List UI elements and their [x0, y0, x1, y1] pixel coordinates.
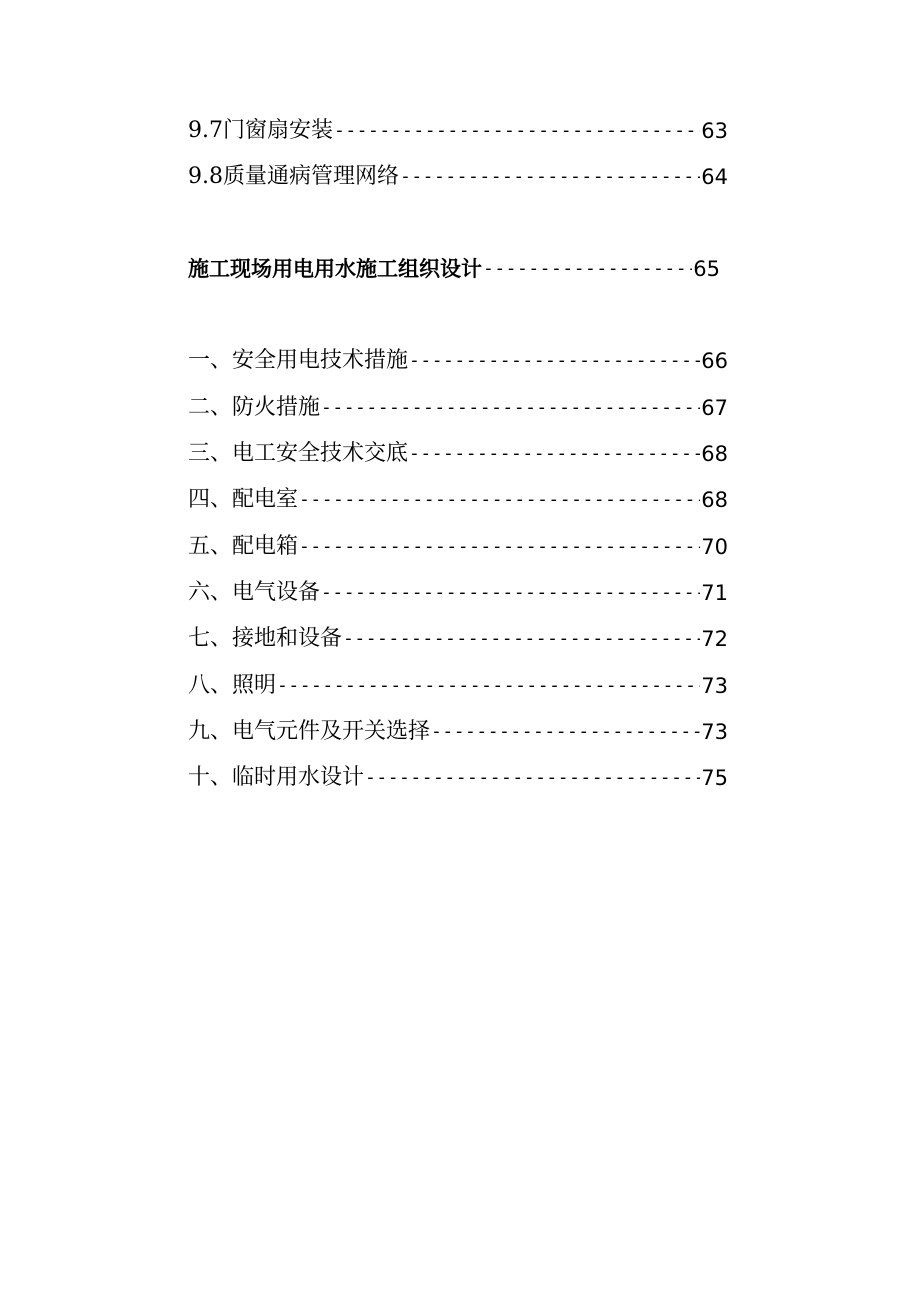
toc-leader — [299, 485, 700, 515]
toc-entry-page: 68 — [701, 488, 728, 512]
toc-entry-page: 71 — [701, 581, 728, 605]
toc-entry-page: 73 — [701, 674, 728, 698]
toc-leader — [409, 346, 700, 376]
toc-entry-title: 六、电气设备 — [188, 580, 321, 605]
toc-entry-title: 一、安全用电技术措施 — [188, 348, 409, 373]
toc-entry[interactable] — [188, 620, 728, 654]
toc-entry-title: 三、电工安全技术交底 — [188, 441, 409, 466]
toc-leader — [299, 532, 700, 562]
toc-entry[interactable] — [188, 112, 728, 146]
toc-leader — [400, 162, 700, 192]
toc-entry-title: 二、防火措施 — [188, 395, 321, 420]
toc-entry-title: 9.7门窗扇安装 — [188, 118, 333, 143]
toc-entry[interactable] — [188, 759, 728, 793]
toc-section-heading[interactable] — [188, 250, 720, 284]
toc-entry-title: 七、接地和设备 — [188, 626, 343, 651]
toc-entry[interactable] — [188, 481, 728, 515]
toc-entry-page: 72 — [701, 627, 728, 651]
toc-leader — [277, 671, 700, 701]
toc-leader — [431, 717, 700, 747]
toc-leader — [343, 624, 700, 654]
toc-entry-title: 9.8质量通病管理网络 — [188, 164, 399, 189]
toc-entry[interactable] — [188, 158, 728, 192]
toc-leader — [334, 116, 700, 146]
toc-entry-page: 63 — [701, 119, 728, 143]
toc-entry-page: 67 — [701, 396, 728, 420]
toc-entry-title: 八、照明 — [188, 673, 277, 698]
toc-entry-title: 九、电气元件及开关选择 — [188, 719, 431, 744]
toc-leader — [365, 763, 700, 793]
toc-entry[interactable] — [188, 342, 728, 376]
toc-entry[interactable] — [188, 574, 728, 608]
toc-entry-title: 四、配电室 — [188, 487, 299, 512]
toc-entry-page: 70 — [701, 535, 728, 559]
toc-leader — [321, 578, 700, 608]
toc-leader — [483, 254, 692, 284]
toc-entry-title: 五、配电箱 — [188, 534, 299, 559]
toc-entry[interactable] — [188, 528, 728, 562]
toc-leader — [409, 439, 700, 469]
toc-entry[interactable] — [188, 435, 728, 469]
toc-section-title: 施工现场用电用水施工组织设计 — [188, 257, 482, 281]
toc-entry-page: 75 — [701, 766, 728, 790]
toc-entry[interactable] — [188, 713, 728, 747]
toc-entry-page: 66 — [701, 349, 728, 373]
toc-entry[interactable] — [188, 667, 728, 701]
toc-entry-page: 73 — [701, 720, 728, 744]
toc-entry[interactable] — [188, 389, 728, 423]
toc-entry-page: 68 — [701, 442, 728, 466]
toc-section-page: 65 — [693, 257, 720, 281]
toc-leader — [321, 393, 700, 423]
toc-entry-title: 十、临时用水设计 — [188, 765, 365, 790]
toc-entry-page: 64 — [701, 165, 728, 189]
